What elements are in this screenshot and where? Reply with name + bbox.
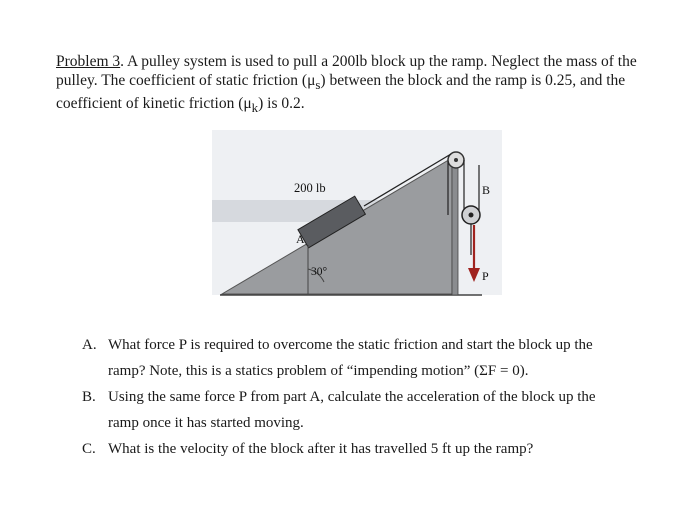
mu-k-symbol: μ	[243, 95, 252, 113]
pulley-b-axle	[469, 213, 474, 218]
question-a	[82, 332, 672, 384]
point-a-label: A	[296, 232, 305, 246]
problem-statement	[56, 52, 656, 117]
question-c-letter: C.	[82, 441, 96, 457]
mu-s-subscript: s	[315, 77, 321, 93]
question-b-line2: ramp once it has started moving.	[108, 415, 304, 431]
question-c	[82, 436, 672, 462]
problem-text-2: ) between the block and the ramp is 0.25, and the coefficient of kinetic friction (	[56, 72, 626, 113]
block-weight-label: 200 lb	[294, 181, 326, 195]
point-b-label: B	[482, 183, 491, 197]
question-a-line2: ramp? Note, this is a statics problem of “impending motion” (ΣF = 0).	[108, 363, 529, 379]
force-p-label: P	[482, 269, 489, 283]
question-b	[82, 384, 672, 436]
question-b-line1: Using the same force P from part A, calculate the acceleration of the block up the	[108, 389, 596, 405]
question-list	[82, 332, 672, 462]
question-a-line1: What force P is required to overcome the static friction and start the block up the	[108, 337, 593, 353]
problem-text-1: . A pulley system is used to pull a 200lb block up the ramp. Neglect the mass of the pulley. The coefficient of static friction (	[56, 53, 637, 89]
question-a-letter: A.	[82, 337, 97, 353]
problem-text-3: ) is 0.2.	[258, 95, 305, 113]
problem-number: Problem 3	[56, 53, 121, 70]
angle-label: 30°	[311, 266, 328, 278]
top-pulley-axle	[454, 158, 458, 162]
mu-s-symbol: μ	[307, 72, 316, 89]
question-c-line1: What is the velocity of the block after it has travelled 5 ft up the ramp?	[108, 441, 534, 457]
mu-k-subscript: k	[251, 100, 259, 116]
pulley-ramp-figure	[212, 130, 502, 310]
question-b-letter: B.	[82, 389, 96, 405]
support-post	[452, 158, 458, 295]
